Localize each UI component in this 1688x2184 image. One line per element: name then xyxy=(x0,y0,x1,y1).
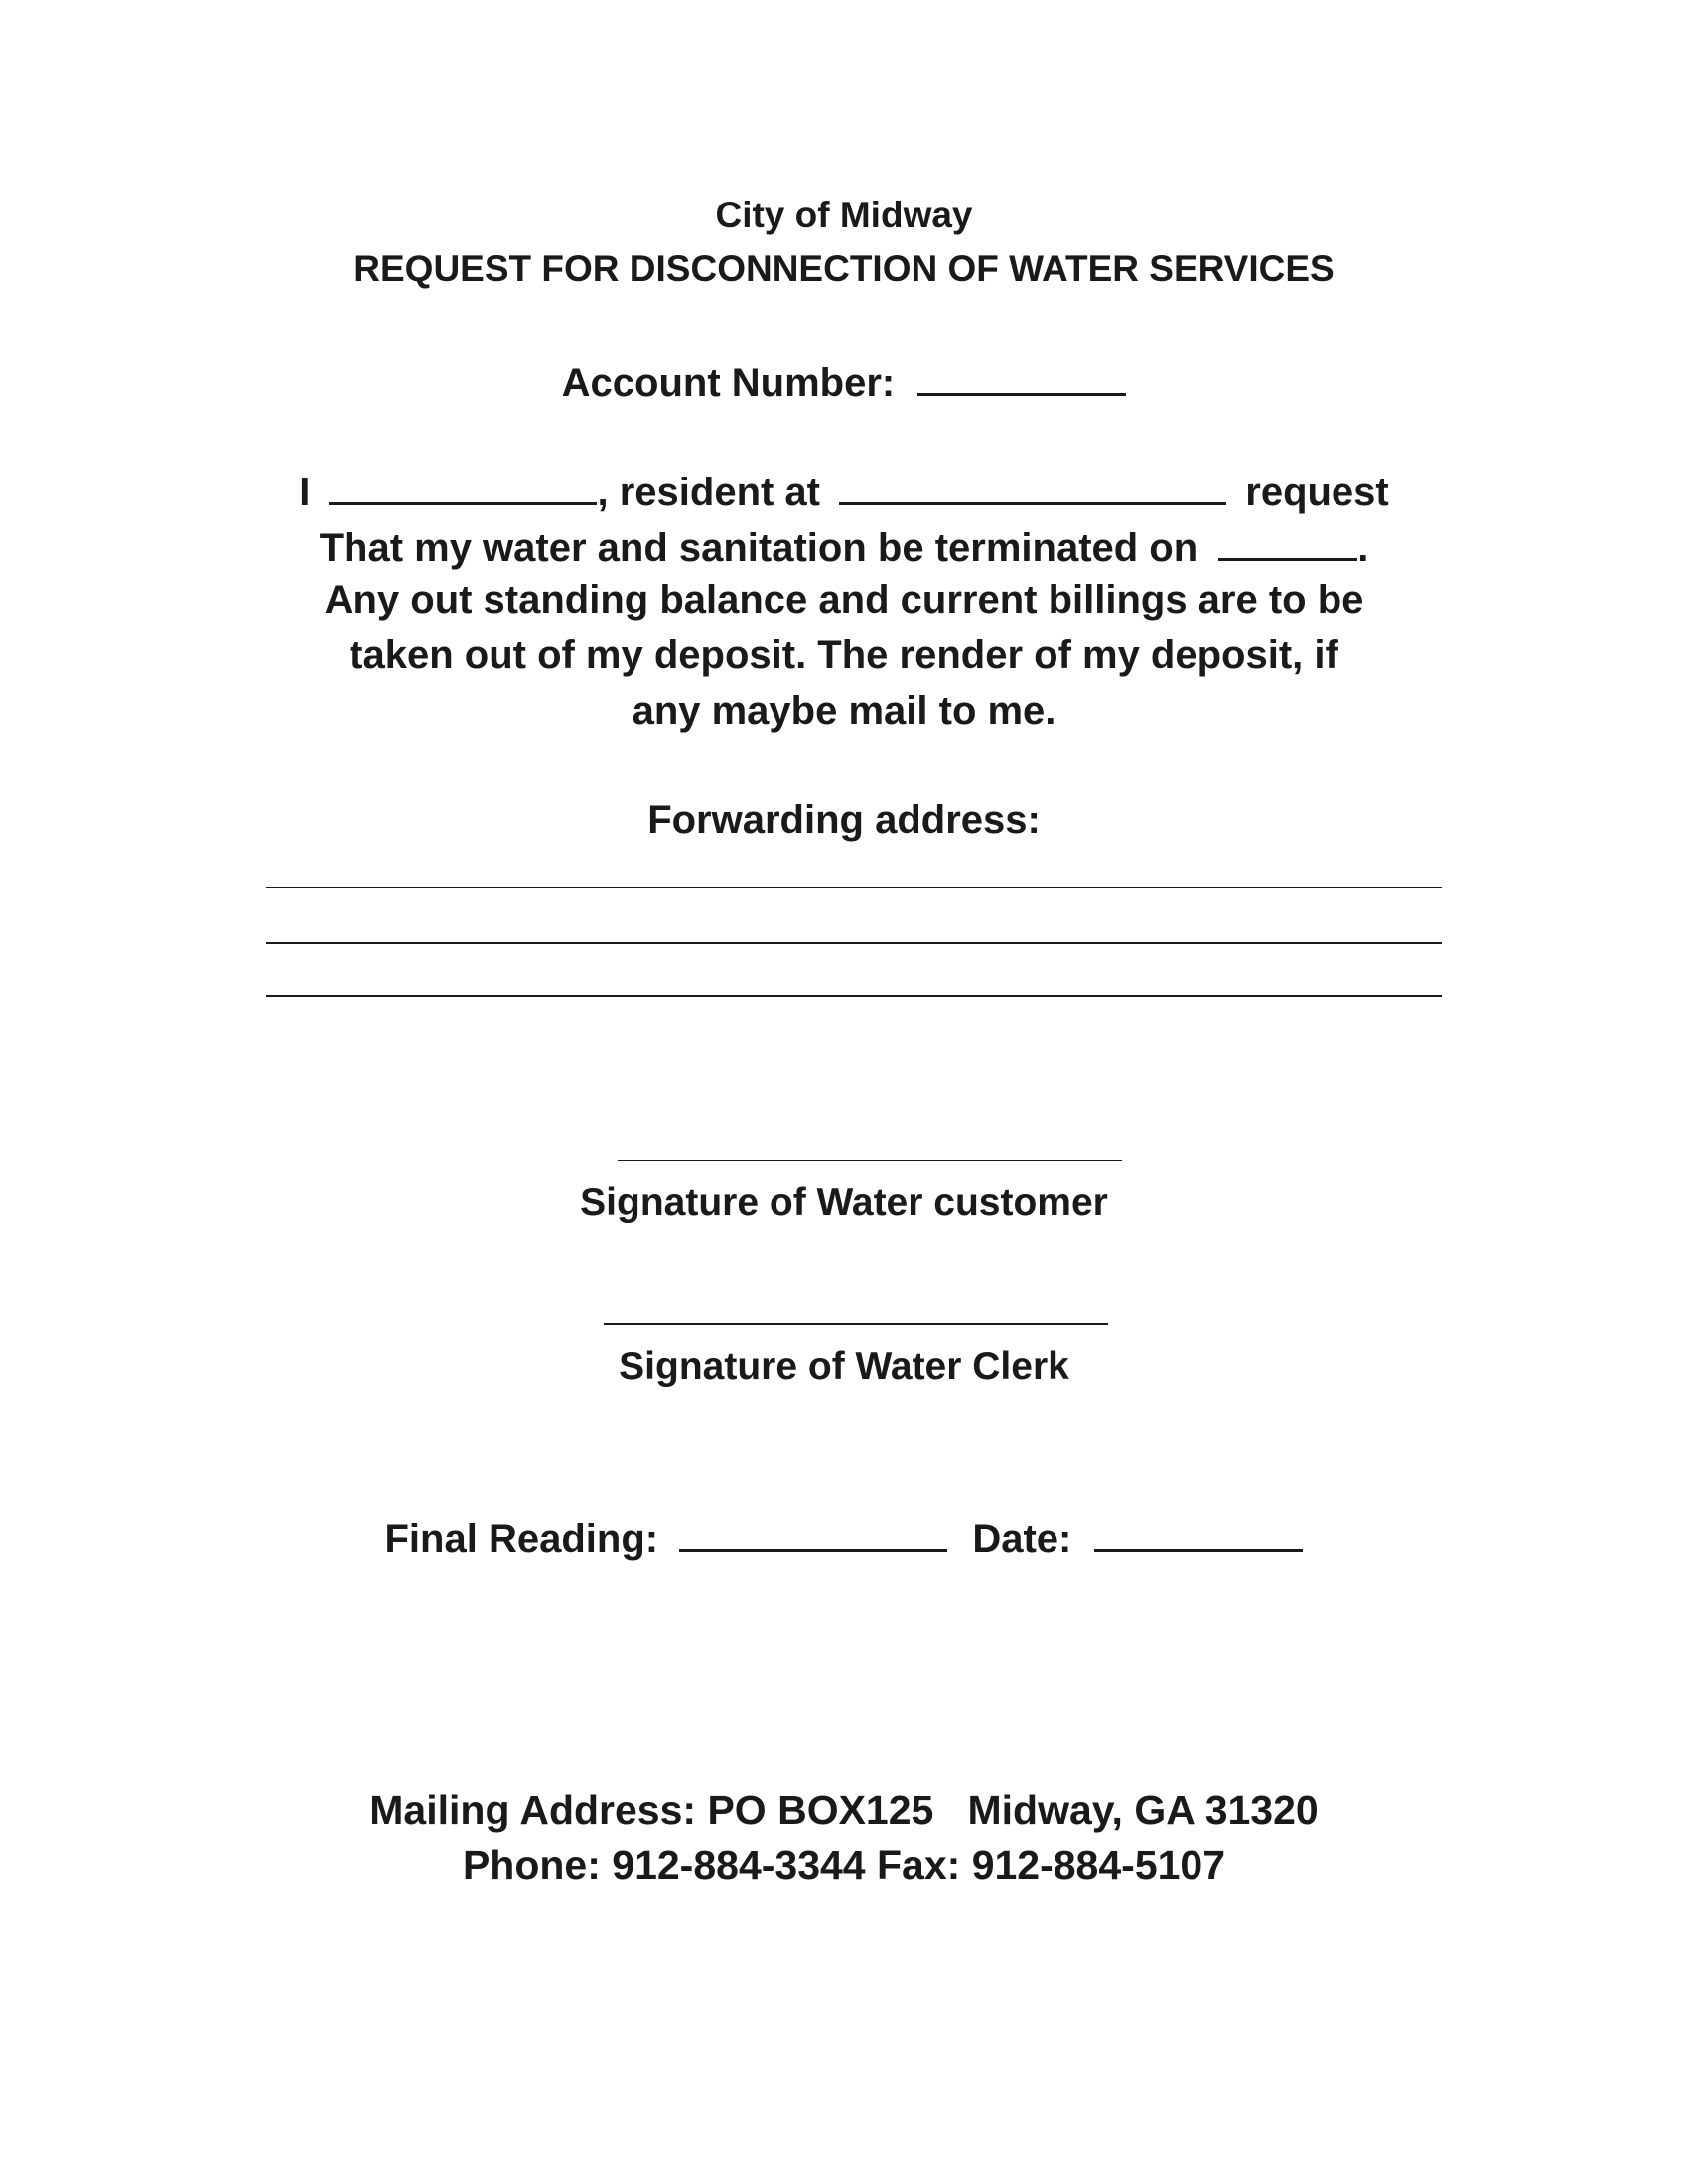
customer-signature-line[interactable] xyxy=(618,1160,1122,1161)
contact-info: Phone: 912-884-3344 Fax: 912-884-5107 xyxy=(462,1843,1226,1888)
forwarding-address-line-3[interactable] xyxy=(266,995,1442,997)
forwarding-address-line-2[interactable] xyxy=(266,942,1442,944)
date-label: Date: xyxy=(972,1517,1072,1561)
termination-date-field[interactable] xyxy=(1218,522,1357,561)
request-line-5: any maybe mail to me. xyxy=(632,689,1056,733)
service-address-field[interactable] xyxy=(839,467,1226,505)
date-field[interactable] xyxy=(1094,1513,1303,1552)
request-prefix-text: I xyxy=(299,471,311,514)
account-row xyxy=(0,357,1688,406)
final-reading-row xyxy=(0,1513,1688,1562)
form-title: REQUEST FOR DISCONNECTION OF WATER SERVICES xyxy=(353,248,1335,289)
forwarding-address-label: Forwarding address: xyxy=(647,798,1041,842)
resident-at-text: , resident at xyxy=(597,471,820,514)
termination-text: That my water and sanitation be terminated on xyxy=(319,526,1198,570)
customer-name-field[interactable] xyxy=(329,467,597,505)
account-number-label: Account Number: xyxy=(561,361,896,405)
request-line-2 xyxy=(0,522,1688,571)
final-reading-field[interactable] xyxy=(679,1513,947,1552)
period-text: . xyxy=(1357,526,1369,570)
forwarding-address-line-1[interactable] xyxy=(266,887,1442,888)
mailing-address: Mailing Address: PO BOX125 Midway, GA 31320 xyxy=(369,1787,1319,1833)
request-line-1 xyxy=(0,467,1688,515)
request-word-text: request xyxy=(1245,471,1389,514)
account-number-field[interactable] xyxy=(917,357,1126,396)
clerk-signature-line[interactable] xyxy=(604,1323,1108,1325)
request-line-3: Any out standing balance and current billings are to be xyxy=(324,578,1364,621)
customer-signature-label: Signature of Water customer xyxy=(580,1181,1108,1224)
final-reading-label: Final Reading: xyxy=(384,1517,659,1561)
city-name: City of Midway xyxy=(715,195,973,235)
clerk-signature-label: Signature of Water Clerk xyxy=(619,1345,1069,1388)
request-line-4: taken out of my deposit. The render of my deposit, if xyxy=(350,633,1338,677)
